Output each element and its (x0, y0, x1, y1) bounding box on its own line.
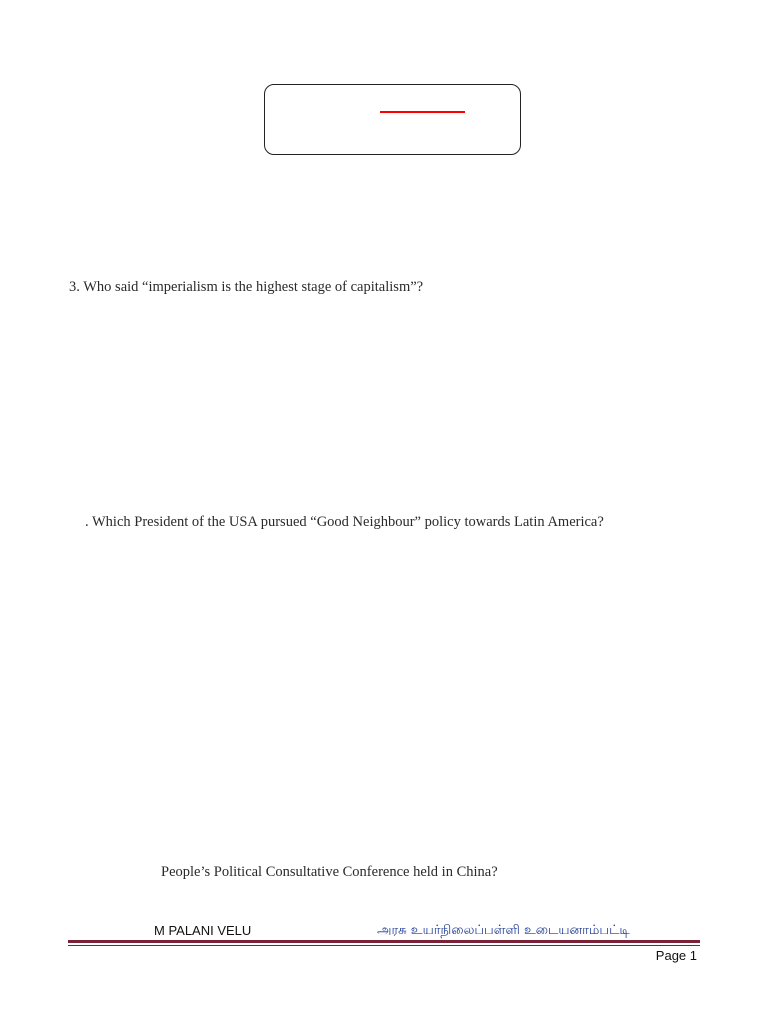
footer-rule-thick (68, 940, 700, 943)
page-number: Page 1 (655, 948, 697, 963)
header-box (264, 84, 521, 155)
footer-rule-thin (68, 945, 700, 946)
footer-school-name: அரசு உயர்நிலைப்பள்ளி உடையனாம்பட்டி (377, 923, 630, 938)
question-5: People’s Political Consultative Conference held in China? (161, 864, 498, 880)
question-3: 3. Who said “imperialism is the highest stage of capitalism”? (69, 279, 424, 295)
header-red-underline (380, 111, 465, 113)
question-4: . Which President of the USA pursued “Good Neighbour” policy towards Latin America? (85, 514, 604, 530)
footer-author: M PALANI VELU (154, 923, 252, 938)
